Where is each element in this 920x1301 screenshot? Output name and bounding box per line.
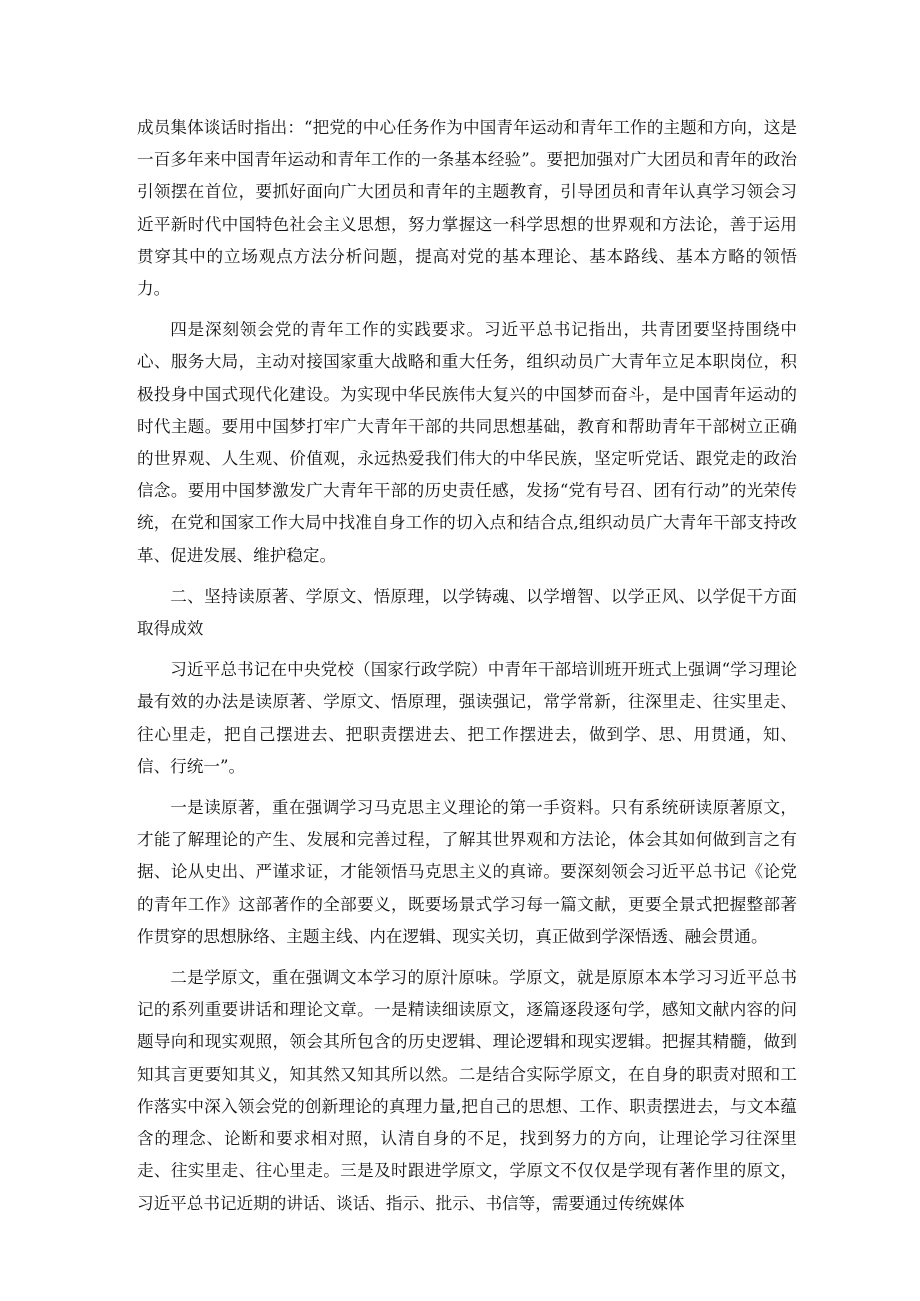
paragraph-read-originals: 一是读原著，重在强调学习马克思主义理论的第一手资料。只有系统研读原著原文，才能了解理论的产生、发展和完善过程，了解其世界观和方法论，体会其如何做到言之有据、论从史出、严谨求证，才能领悟马克思主义的真谛。要深刻领会习近平总书记《论党的青年工作》这部著作的全部要义，既要场景式学习每一篇文献，更要全景式把握整部著作贯穿的思想脉络、主题主线、内在逻辑、现实关切，真正做到学深悟透、融会贯通。	[137, 798, 797, 946]
section-heading-two: 二、坚持读原著、学原文、悟原理，以学铸魂、以学增智、以学正风、以学促干方面取得成效	[137, 586, 797, 639]
paragraph-study-method: 习近平总书记在中央党校（国家行政学院）中青年干部培训班开班式上强调“学习理论最有效的办法是读原著、学原文、悟原理，强读强记，常学常新，往深里走、往实里走、往心里走，把自己摆进去、把职责摆进去、把工作摆进去，做到学、思、用贯通，知、信、行统一”。	[137, 660, 797, 776]
document-page	[137, 112, 797, 1229]
paragraph-practice-requirements: 四是深刻领会党的青年工作的实践要求。习近平总书记指出，共青团要坚持围绕中心、服务大局，主动对接国家重大战略和重大任务，组织动员广大青年立足本职岗位，积极投身中国式现代化建设。为实现中华民族伟大复兴的中国梦而奋斗，是中国青年运动的时代主题。要用中国梦打牢广大青年干部的共同思想基础，教育和帮助青年干部树立正确的世界观、人生观、价值观，永远热爱我们伟大的中华民族，坚定听党话、跟党走的政治信念。要用中国梦激发广大青年干部的历史责任感，发扬“党有号召、团有行动”的光荣传统，在党和国家工作大局中找准自身工作的切入点和结合点,组织动员广大青年干部支持改革、促进发展、维护稳定。	[137, 320, 797, 565]
paragraph-study-original-text: 二是学原文，重在强调文本学习的原汁原味。学原文，就是原原本本学习习近平总书记的系列重要讲话和理论文章。一是精读细读原文，逐篇逐段逐句学，感知文献内容的问题导向和现实观照，领会其所包含的历史逻辑、理论逻辑和现实逻辑。把握其精髓，做到知其言更要知其义，知其然又知其所以然。二是结合实际学原文，在自身的职责对照和工作落实中深入领会党的创新理论的真理力量,把自己的思想、工作、职责摆进去，与文本蕴含的理念、论断和要求相对照，认清自身的不足，找到努力的方向，让理论学习往深里走、往实里走、往心里走。三是及时跟进学原文，学原文不仅仅是学现有著作里的原文，习近平总书记近期的讲话、谈话、指示、批示、书信等，需要通过传统媒体	[137, 968, 797, 1213]
paragraph-continuation: 成员集体谈话时指出：“把党的中心任务作为中国青年运动和青年工作的主题和方向，这是一百多年来中国青年运动和青年工作的一条基本经验”。要把加强对广大团员和青年的政治引领摆在首位，要抓好面向广大团员和青年的主题教育，引导团员和青年认真学习领会习近平新时代中国特色社会主义思想，努力掌握这一科学思想的世界观和方法论，善于运用贯穿其中的立场观点方法分析问题，提高对党的基本理论、基本路线、基本方略的领悟力。	[137, 118, 797, 299]
